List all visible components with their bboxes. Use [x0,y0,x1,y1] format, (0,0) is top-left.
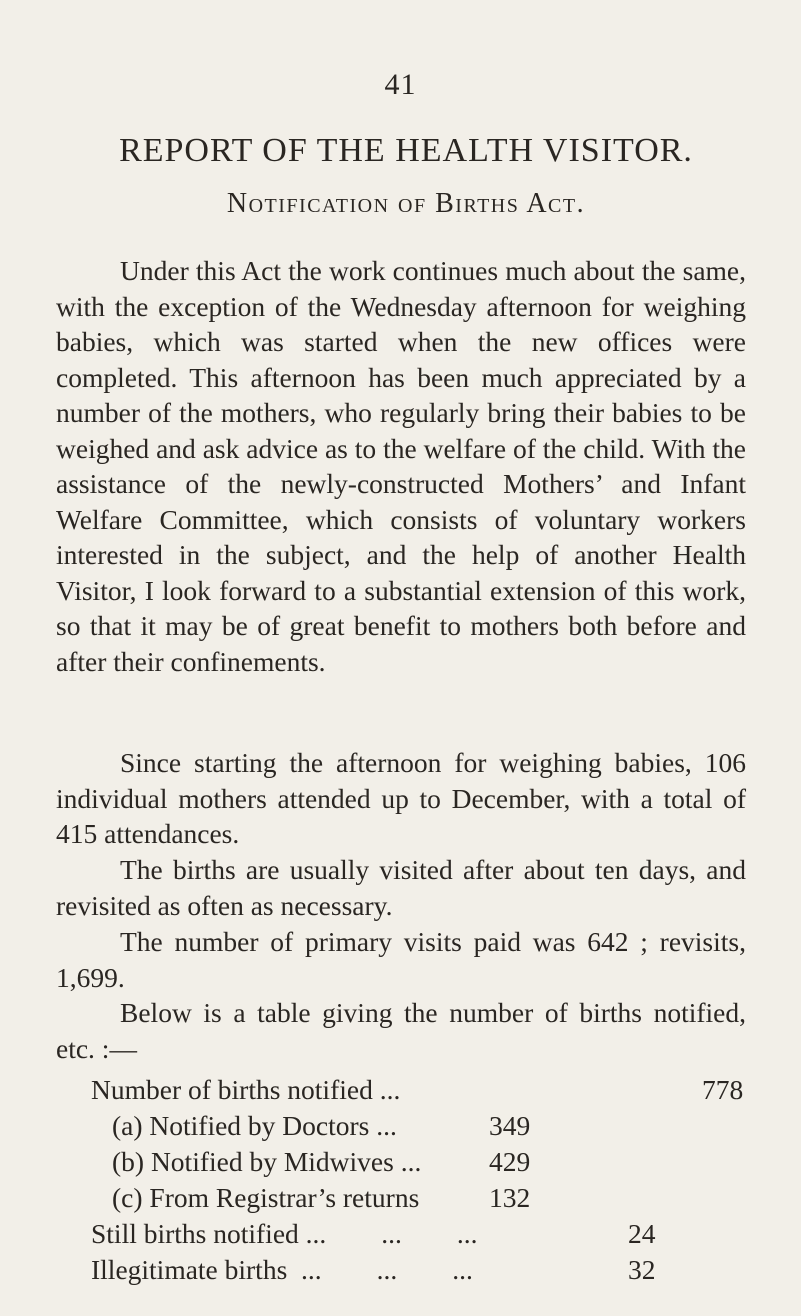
paragraph-intro: Under this Act the work continues much about the same, with the exception of the Wednesday afternoon for weighing babies, which was started when the new offices were completed. This afternoon has been much appreciated by a number of the mothers, who regularly bring their babies to be weighed and ask advice as to the welfare of the child. With the assistance of the newly-constructed Mothers’ and Infant Welfare Committee, which consists of voluntary workers interested in the subject, and the help of another Health Visitor, I look forward to a substantial extension of this work, so that it may be of great benefit to mothers both before and after their confinements. [56,255,746,677]
section-subtitle: Notification of Births Act. [226,188,586,219]
row-value: 132 [489,1182,531,1213]
paragraph-visits: The births are usually visited after about ten days, and revisited as often as necessary. [56,854,746,921]
paragraph-attendance: Since starting the afternoon for weighing babies, 106 individual mothers attended up to December, with a total of 415 attendances. [56,747,746,849]
row-label: Illegitimate births ... ... ... [91,1254,473,1285]
row-value: 429 [489,1146,531,1177]
row-label: (c) From Registrar’s returns [112,1182,420,1213]
row-value: 32 [628,1254,656,1285]
row-label: Number of births notified ... [91,1074,401,1105]
row-value: 349 [489,1110,531,1141]
paragraph-table-intro: Below is a table giving the number of births notified, etc. :— [56,997,746,1064]
row-label: Still births notified ... ... ... [91,1218,478,1249]
page-number: 41 [384,68,417,101]
row-value: 24 [628,1218,656,1249]
report-title: REPORT OF THE HEALTH VISITOR. [119,132,693,169]
row-label: (a) Notified by Doctors ... [112,1110,397,1141]
paragraph-primary-visits: The number of primary visits paid was 642 ; revisits, 1,699. [56,926,746,993]
row-value: 778 [702,1074,744,1105]
row-label: (b) Notified by Midwives ... [112,1146,422,1177]
